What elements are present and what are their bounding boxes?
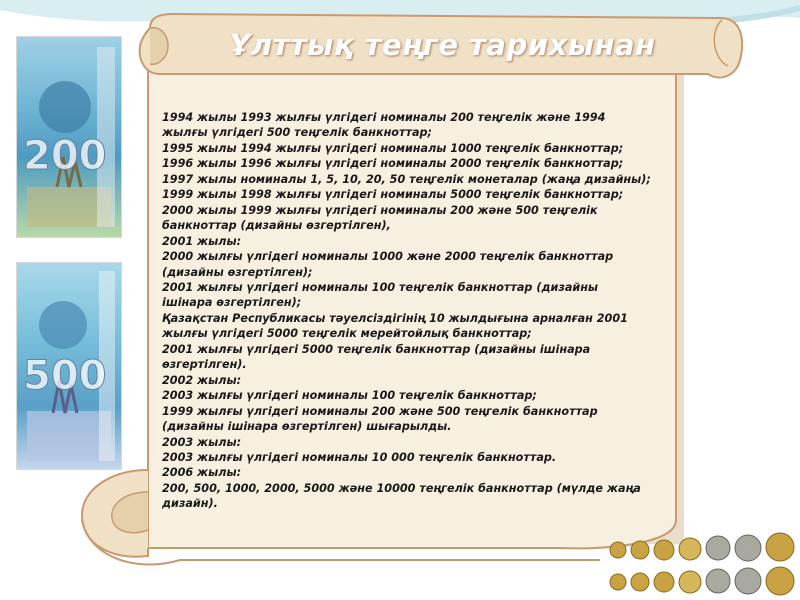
history-line: 2000 жылы 1999 жылғы үлгідегі номиналы 200 және 500 теңгелік банкноттар (дизайны өзгертілген), bbox=[162, 203, 598, 233]
history-line: 2003 жылы: bbox=[162, 435, 242, 449]
banknote-500-denomination: 500 bbox=[23, 353, 107, 399]
history-line: 2003 жылғы үлгідегі номиналы 100 теңгелік банкноттар; bbox=[162, 389, 537, 403]
history-line: 1997 жылы номиналы 1, 5, 10, 20, 50 теңгелік монеталар (жаңа дизайны); bbox=[162, 172, 651, 186]
banknote-200-denomination: 200 bbox=[23, 133, 107, 179]
history-text bbox=[162, 110, 652, 512]
history-line: Қазақстан Республикасы тәуелсіздігінің 10 жылдығына арналған 2001 жылғы үлгідегі 5000 теңгелік мерейтойлық банкноттар; bbox=[162, 311, 628, 341]
history-line: 1999 жылы 1998 жылғы үлгідегі номиналы 5000 теңгелік банкноттар; bbox=[162, 188, 624, 202]
history-line: 2002 жылы: bbox=[162, 373, 242, 387]
history-line: 2006 жылы: bbox=[162, 466, 242, 480]
coin-row-bottom bbox=[610, 567, 794, 595]
history-line: 1995 жылы 1994 жылғы үлгідегі номиналы 1000 теңгелік банкноттар; bbox=[162, 141, 624, 155]
history-line: 2001 жылғы үлгідегі номиналы 100 теңгелік банкноттар (дизайны ішінара өзгертілген); bbox=[162, 280, 599, 310]
history-line: 200, 500, 1000, 2000, 5000 және 10000 теңгелік банкноттар (мүлде жаңа дизайн). bbox=[162, 481, 641, 511]
history-line: 2003 жылғы үлгідегі номиналы 10 000 теңгелік банкноттар. bbox=[162, 450, 557, 464]
coins-image bbox=[600, 528, 800, 600]
history-line: 1994 жылы 1993 жылғы үлгідегі номиналы 200 теңгелік және 1994 жылғы үлгідегі 500 теңгелік банкноттар; bbox=[162, 111, 606, 140]
page-title: Ұлттық теңге тарихынан bbox=[229, 28, 656, 62]
history-line: 1999 жылғы үлгідегі номиналы 200 және 500 теңгелік банкноттар (дизайны ішінара өзгертілген) шығарылды. bbox=[162, 404, 598, 434]
history-line: 2001 жылы: bbox=[162, 234, 242, 248]
history-line: 1996 жылы 1996 жылғы үлгідегі номиналы 2000 теңгелік банкноттар; bbox=[162, 157, 624, 171]
history-line: 2000 жылғы үлгідегі номиналы 1000 және 2000 теңгелік банкноттар (дизайны өзгертілген); bbox=[162, 250, 614, 279]
coin-row-top bbox=[610, 533, 794, 561]
history-line: 2001 жылғы үлгідегі 5000 теңгелік банкноттар (дизайны ішінара өзгертілген). bbox=[162, 342, 591, 372]
